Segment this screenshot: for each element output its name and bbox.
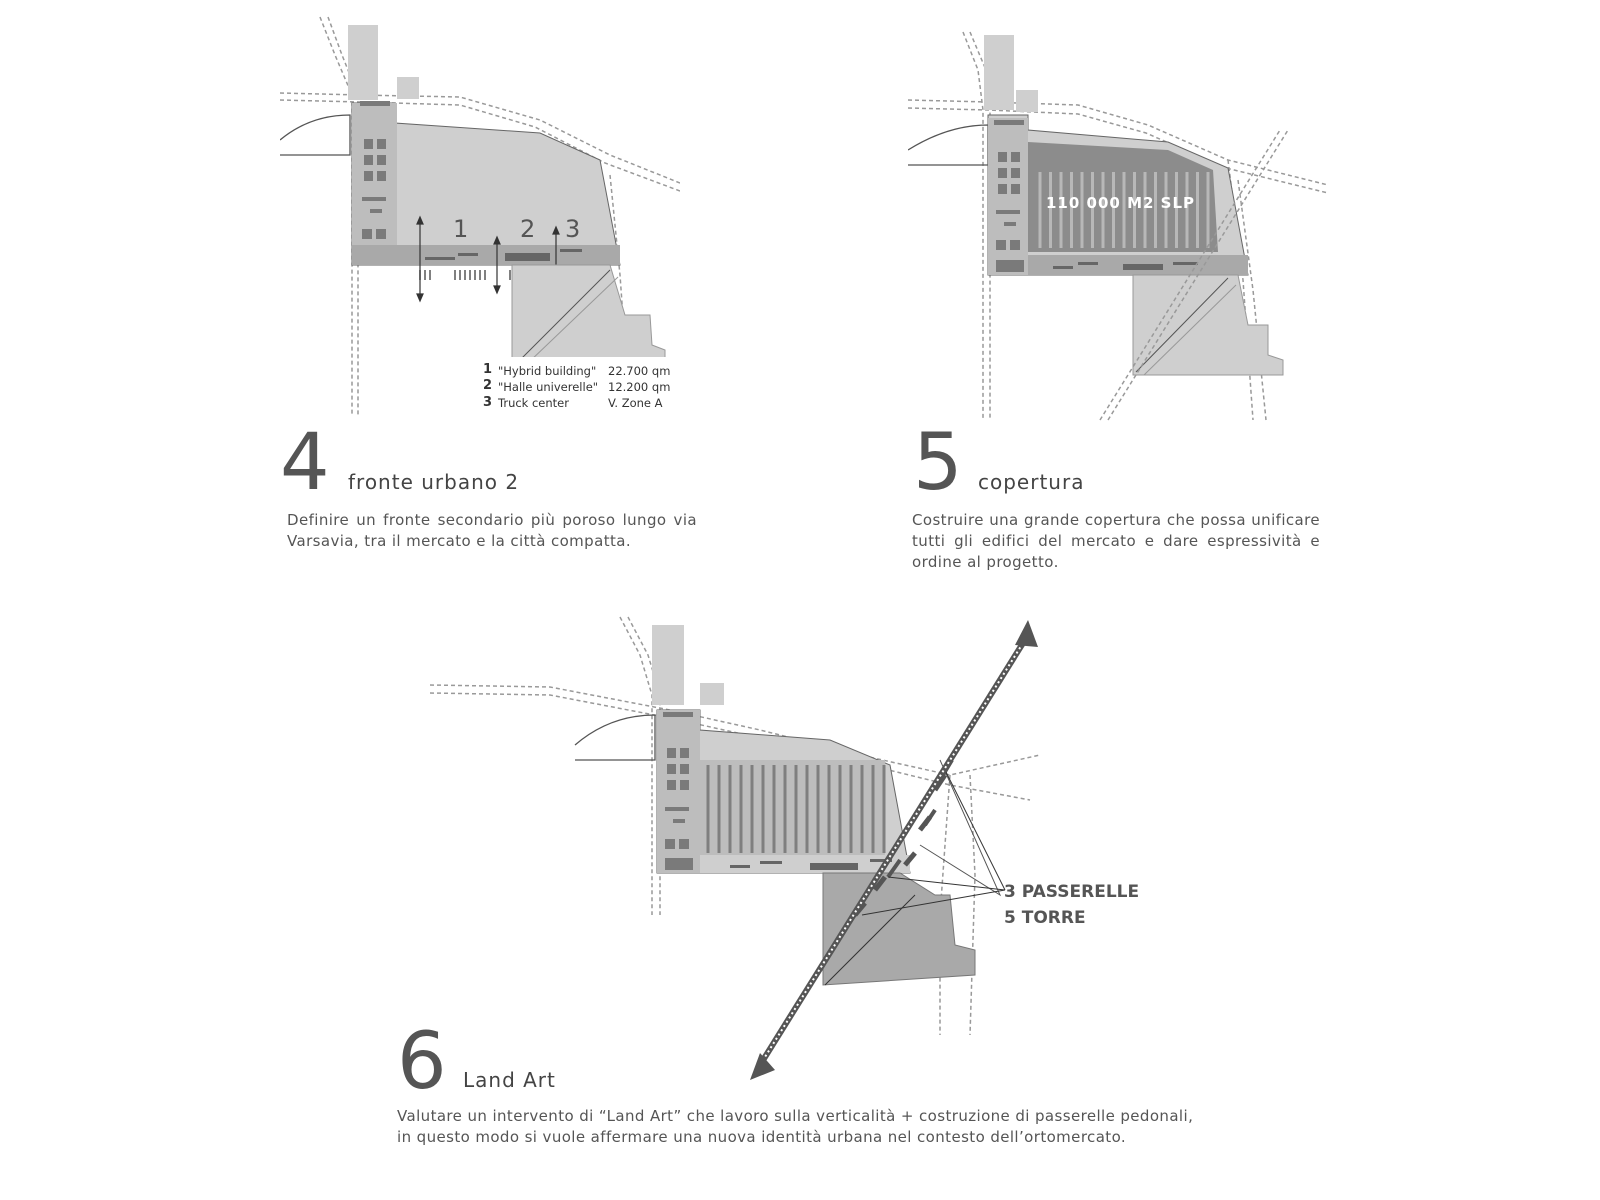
railway-arrow-icon [750,1053,775,1080]
description-line-2: in questo modo si vuole affermare una nuova identità urbana nel contesto dell’ortomercato. [397,1128,1127,1146]
legend-n-2: 2 [483,378,493,393]
legend-n-1: 1 [483,362,493,377]
west-buildings [352,103,397,265]
zone-label-3: 3 [565,215,581,243]
legend-n-3: 3 [483,395,493,410]
road-curve [280,115,350,155]
legend-value-1: 22.700 qm [608,364,671,378]
step-number-4: 4 [280,418,330,508]
railway-arrow-icon [1015,620,1038,647]
plan-5 [908,30,1328,425]
legend-name-1: "Hybrid building" [498,364,597,378]
step-title-6: Land Art [463,1068,556,1092]
zone-label-2: 2 [520,215,536,243]
annotation-passerelle: 3 PASSERELLE [1004,882,1140,902]
step-title-5: copertura [978,470,1085,494]
plan-4 [280,15,680,420]
step-title-4: fronte urbano 2 [348,470,520,494]
step-description-4: Definire un fronte secondario più poroso lungo via Varsavia, tra il mercato e la città compatta. [287,511,697,550]
north-small-block [397,77,419,99]
zone-label-1: 1 [453,215,469,243]
plan-6 [430,615,1200,1095]
step-number-6: 6 [397,1017,447,1107]
south-parcel [512,265,665,365]
step-description-5: Costruire una grande copertura che possa unificare tutti gli edifici del mercato e dare espressività e ordine al progetto. [912,511,1320,571]
roof-area-label: 110 000 M2 SLP [1046,194,1196,212]
step-description-6 [397,1106,1217,1148]
legend-value-2: 12.200 qm [608,380,671,394]
front-strip [352,245,620,265]
legend-value-3: V. Zone A [608,396,663,410]
north-block [348,25,378,100]
annotation-torre: 5 TORRE [1004,908,1086,928]
step-number-5: 5 [913,418,963,508]
legend-name-3: Truck center [498,396,569,410]
legend-name-2: "Halle univerelle" [498,380,599,394]
description-line-1: Valutare un intervento di “Land Art” che lavoro sulla verticalità + costruzione di passerelle pedonali, [397,1107,1194,1125]
